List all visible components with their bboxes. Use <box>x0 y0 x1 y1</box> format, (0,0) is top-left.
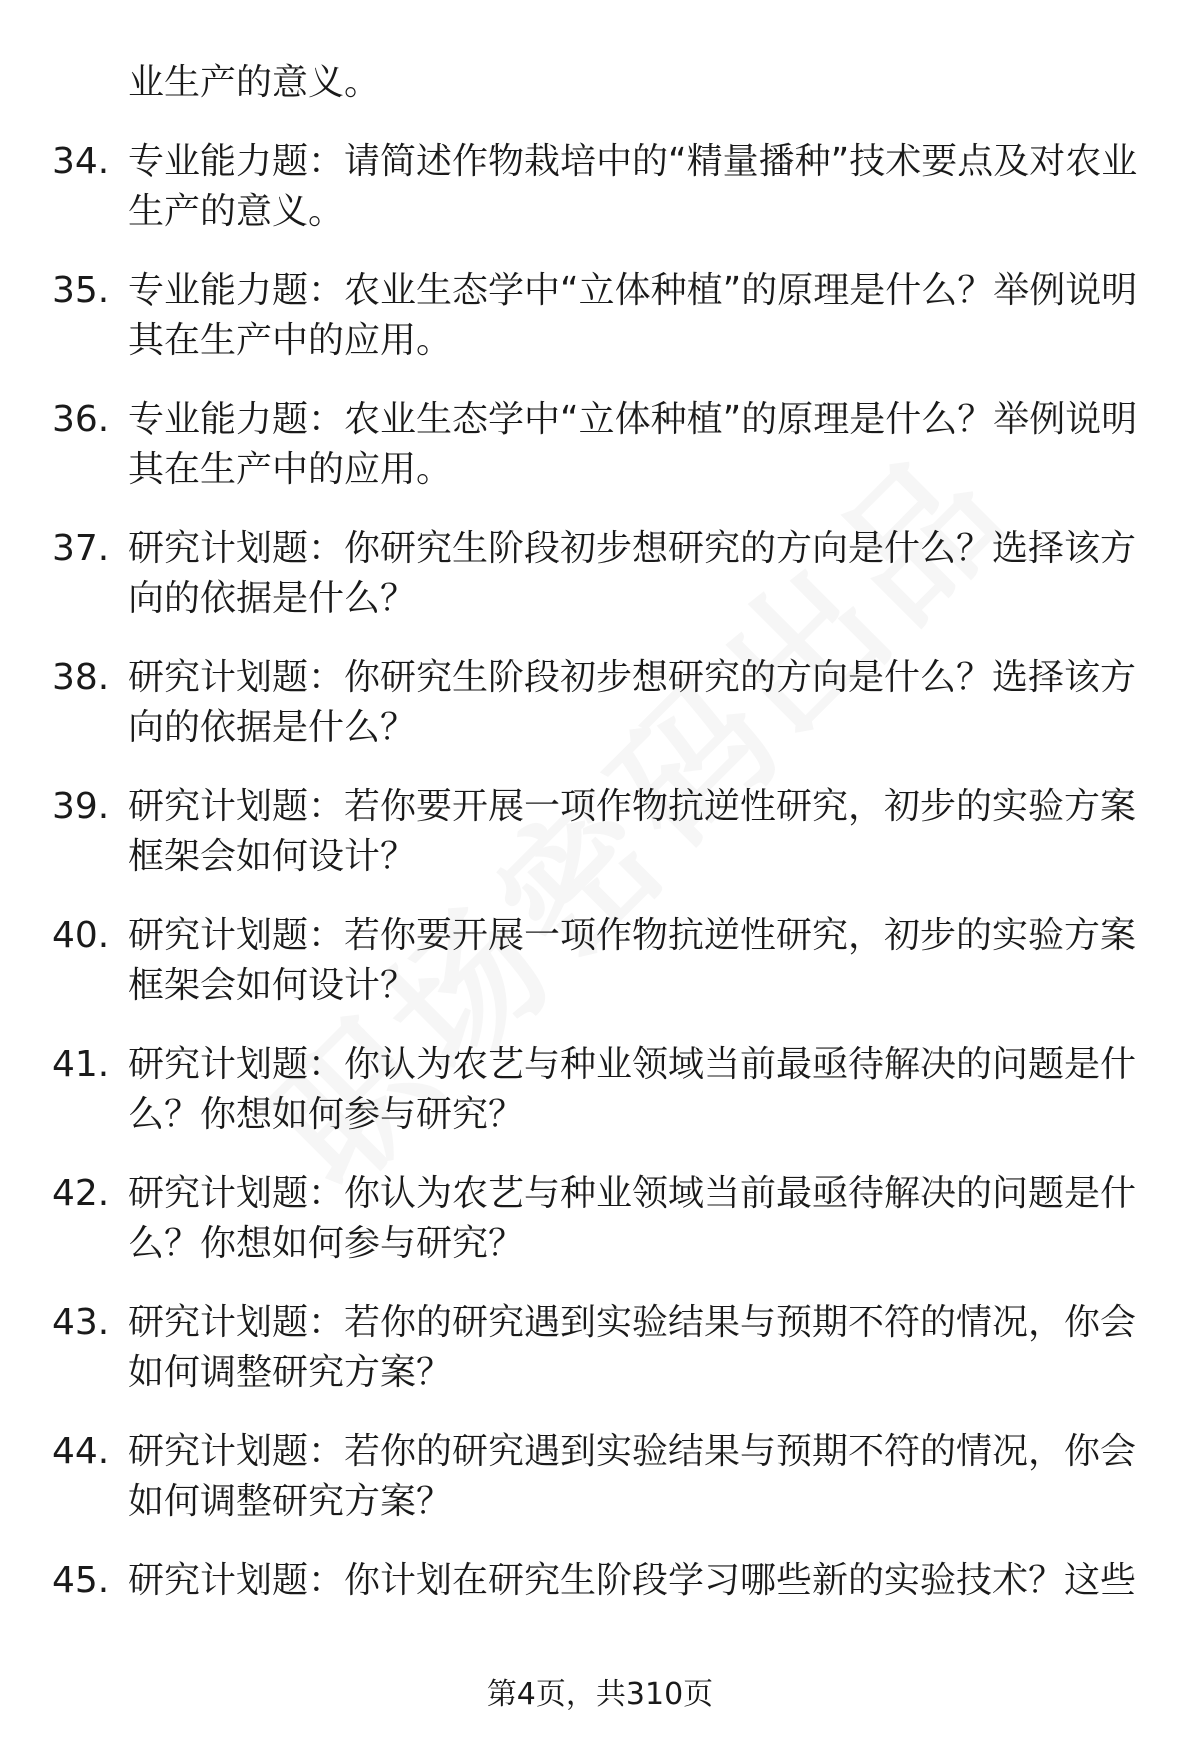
list-item <box>0 1169 1200 1269</box>
item-text: 专业能力题：农业生态学中“立体种植”的原理是什么？举例说明其在生产中的应用。 <box>128 270 1138 361</box>
list-item <box>0 1427 1200 1527</box>
continuation-text: 业生产的意义。 <box>128 62 381 103</box>
item-text: 研究计划题：若你的研究遇到实验结果与预期不符的情况，你会如何调整研究方案？ <box>128 1431 1137 1522</box>
page-number-footer: 第4页，共310页 <box>486 1677 714 1712</box>
item-number: 38. <box>52 657 110 698</box>
item-number: 35. <box>52 270 110 311</box>
item-number: 41. <box>52 1044 110 1085</box>
item-number: 42. <box>52 1173 110 1214</box>
item-number: 39. <box>52 786 110 827</box>
list-item <box>0 782 1200 882</box>
item-text: 研究计划题：你计划在研究生阶段学习哪些新的实验技术？这些 <box>128 1560 1137 1601</box>
item-text: 研究计划题：你研究生阶段初步想研究的方向是什么？选择该方向的依据是什么？ <box>128 657 1137 748</box>
item-number: 43. <box>52 1302 110 1343</box>
list-item <box>0 653 1200 753</box>
list-item <box>0 1556 1200 1606</box>
item-text: 研究计划题：若你要开展一项作物抗逆性研究，初步的实验方案框架会如何设计？ <box>128 786 1137 877</box>
item-number: 40. <box>52 915 110 956</box>
list-item <box>0 1298 1200 1398</box>
item-text: 研究计划题：你认为农艺与种业领域当前最亟待解决的问题是什么？你想如何参与研究？ <box>128 1044 1137 1135</box>
list-item <box>0 266 1200 366</box>
item-text: 研究计划题：若你的研究遇到实验结果与预期不符的情况，你会如何调整研究方案？ <box>128 1302 1137 1393</box>
list-item <box>0 911 1200 1011</box>
item-text: 研究计划题：你研究生阶段初步想研究的方向是什么？选择该方向的依据是什么？ <box>128 528 1137 619</box>
item-number: 36. <box>52 399 110 440</box>
item-text: 研究计划题：若你要开展一项作物抗逆性研究，初步的实验方案框架会如何设计？ <box>128 915 1137 1006</box>
list-item <box>0 395 1200 495</box>
item-text: 研究计划题：你认为农艺与种业领域当前最亟待解决的问题是什么？你想如何参与研究？ <box>128 1173 1137 1264</box>
item-text: 专业能力题：农业生态学中“立体种植”的原理是什么？举例说明其在生产中的应用。 <box>128 399 1138 490</box>
list-item <box>0 137 1200 237</box>
item-text: 专业能力题：请简述作物栽培中的“精量播种”技术要点及对农业生产的意义。 <box>128 141 1138 232</box>
item-number: 45. <box>52 1560 110 1601</box>
list-item <box>0 524 1200 624</box>
item-number: 44. <box>52 1431 110 1472</box>
document-content <box>0 58 1200 1635</box>
item-number: 34. <box>52 141 110 182</box>
item-number: 37. <box>52 528 110 569</box>
list-item <box>0 1040 1200 1140</box>
